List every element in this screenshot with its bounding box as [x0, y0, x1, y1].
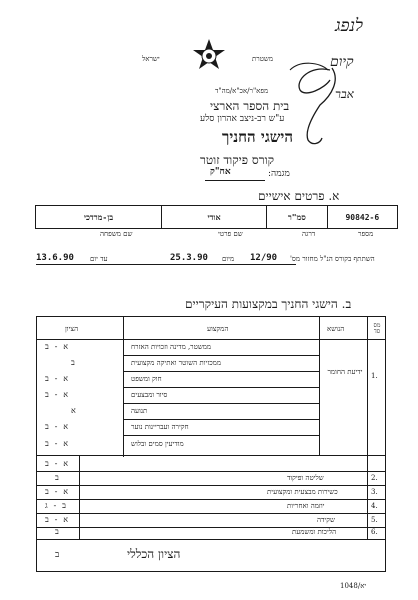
school-name: בית הספר הארצי — [210, 99, 290, 113]
personal-id-label: מספר — [358, 230, 374, 238]
personal-lastname-value: בן-מרדכי — [83, 212, 114, 222]
handwritten-note-2: קיום — [330, 54, 354, 70]
participation-to-label: עד יום — [90, 255, 108, 263]
achievements-table — [36, 316, 386, 572]
header-subject: הנושא — [327, 325, 345, 333]
israel-label: ישראל — [142, 55, 160, 63]
profession-grade: א - ב — [45, 374, 69, 383]
profession-grade: א — [71, 406, 76, 415]
profession-item: ממשטר, מדינה וזכויות האזרח — [131, 343, 212, 351]
achievements-heading: ב. הישגי החניך במקצועות העיקריים — [185, 297, 352, 311]
profession-item: ממכזיות השוטר ואתיקה מקצועית — [131, 359, 221, 367]
header-profession: המקצוע — [207, 325, 229, 333]
knowledge-label: ידיעת החומר — [327, 368, 363, 376]
participation-from-date: 25.3.90 — [170, 253, 208, 263]
participation-from-label: מיום — [222, 255, 235, 263]
page-title: הישגי החניך — [222, 128, 293, 146]
profession-item: מודיעין סמים ובלוש — [131, 440, 184, 448]
row-grade: א - ב — [45, 487, 69, 496]
profession-grade: א - ב — [45, 390, 69, 399]
profession-grade: א - ב — [45, 342, 69, 351]
personal-lastname-label: שם משפחה — [100, 230, 133, 238]
row-num: 2. — [371, 474, 378, 482]
knowledge-grade: א - ב — [45, 459, 69, 468]
profession-grade: א - ב — [45, 422, 69, 431]
section-label: מגמה: — [268, 169, 290, 179]
form-number: 1048/יא — [340, 582, 367, 590]
header-num: מס סד — [373, 322, 381, 335]
row-name: שליטה ופיקוד — [287, 474, 324, 482]
participation-text: השתתף בקורס הנ"ל מחזור מס' — [290, 255, 375, 263]
profession-grade: ב — [71, 358, 75, 367]
police-label: משטרת — [252, 55, 274, 63]
personal-rank-value: סמ"ר — [266, 206, 327, 228]
overall-grade: ב — [55, 550, 60, 560]
school-subtitle: ע"ש רב-ניצב אהרון סלע — [200, 114, 285, 124]
profession-grade: א - ב — [45, 439, 69, 448]
header-grade: הציון — [65, 325, 79, 333]
course-name: קורס פיקוד זוטר — [200, 153, 275, 167]
profession-item: חקירה ועבריינות נוער — [131, 423, 189, 431]
profession-item: תנועה — [131, 407, 148, 415]
personal-id-value: 90842-6 — [327, 206, 397, 228]
handwritten-note: לנפג — [335, 16, 363, 36]
participation-underline — [36, 264, 296, 265]
profession-item: סיור ומבצעים — [131, 391, 168, 399]
row-grade: א - ב — [45, 515, 69, 524]
personal-details-table — [35, 205, 398, 229]
profession-item: חוק ומשפט — [131, 375, 162, 383]
row-grade: ב — [55, 473, 59, 482]
police-emblem-icon — [190, 38, 228, 76]
row-name: יוזמה ואחריות — [287, 502, 325, 510]
personal-firstname-value: אודי — [161, 206, 266, 228]
overall-label: הציון הכללי — [127, 547, 181, 561]
personal-details-heading: א. פרטים אישיים — [258, 189, 340, 203]
section-value: אח"ק — [210, 167, 231, 177]
row-grade: ב — [55, 527, 59, 536]
personal-rank-label: דרגה — [302, 230, 316, 238]
participation-class: 12/90 — [250, 253, 278, 263]
row-name: כשירות מבצעית ומקצועית — [267, 488, 338, 496]
knowledge-num: 1. — [371, 372, 378, 380]
personal-firstname-label: שם פרטי — [218, 230, 243, 238]
handwritten-note-3: אבר — [335, 87, 354, 101]
row-grade: ב - ג — [45, 501, 66, 510]
reference-code: מפא"ר/אכ"א/מה"ד — [215, 87, 269, 95]
section-underline — [205, 180, 265, 181]
row-num: 3. — [371, 488, 378, 496]
row-name: הליכות ומשמעת — [292, 528, 337, 536]
row-name: שקידה — [317, 516, 335, 524]
row-num: 4. — [371, 502, 378, 510]
row-num: 6. — [371, 528, 378, 536]
participation-to-date: 13.6.90 — [36, 253, 74, 263]
row-num: 5. — [371, 516, 378, 524]
